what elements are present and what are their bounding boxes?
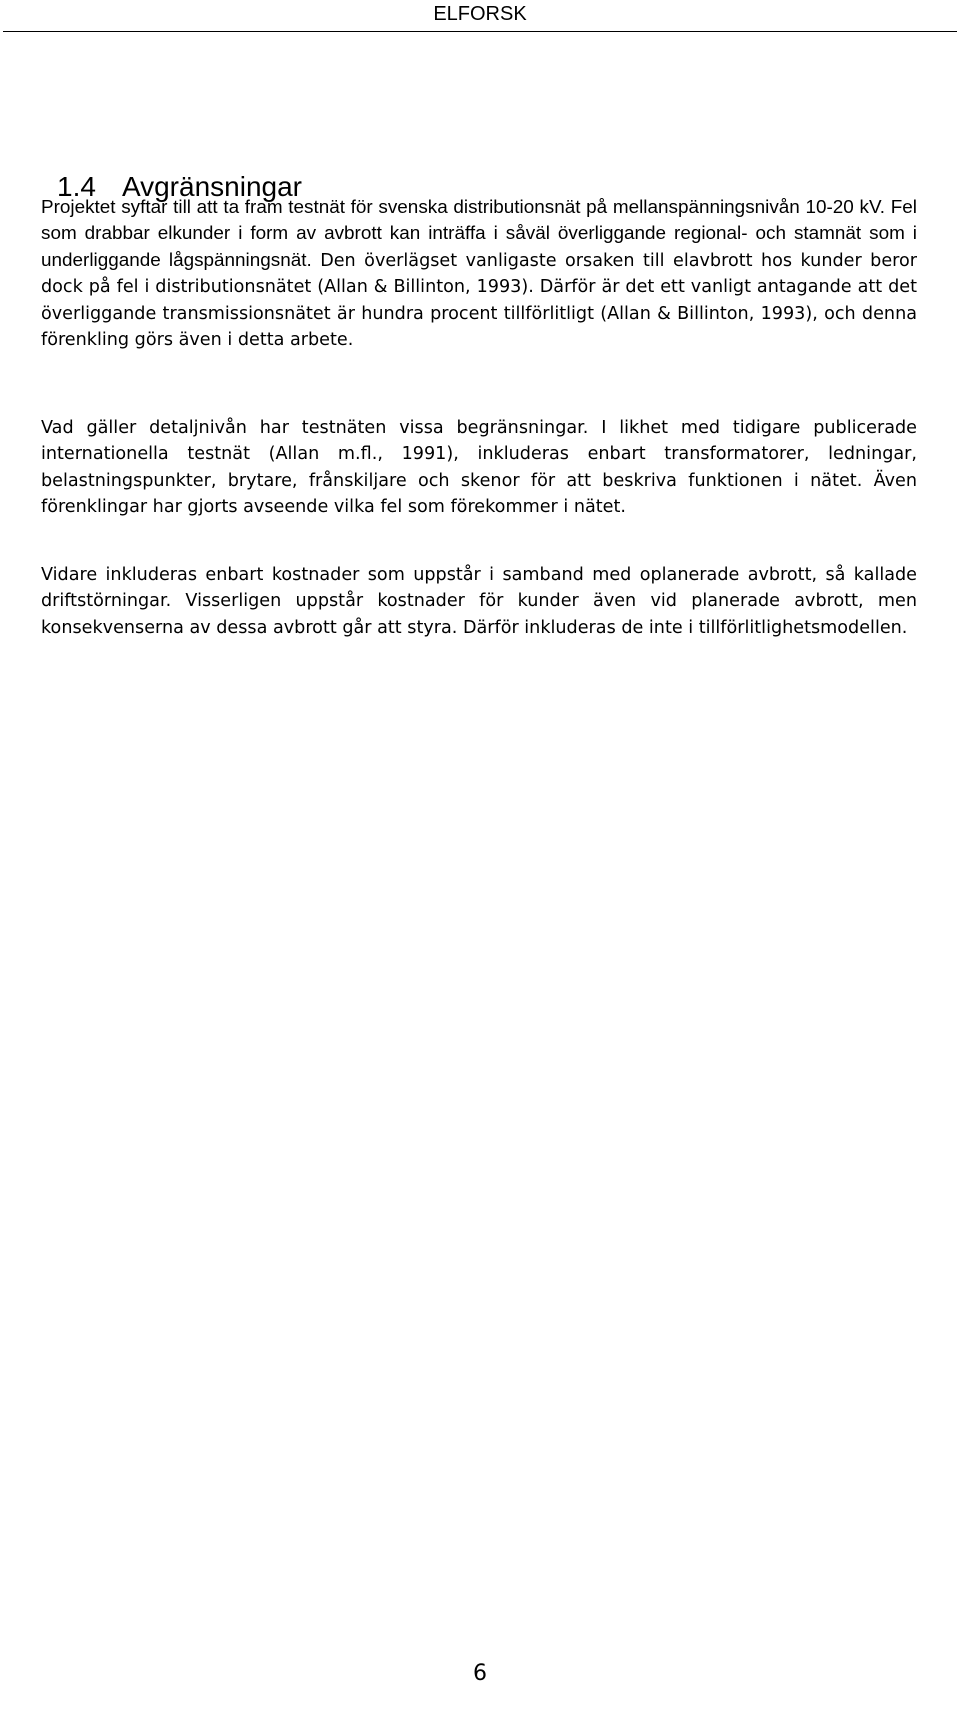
page-number: 6	[473, 1661, 487, 1686]
paragraph-3: Vidare inkluderas enbart kostnader som uppstår i samband med oplanerade avbrott, så kallade driftstörningar. Visserligen uppstår kostnader för kunder även vid planerade avbrott, men konsekvenserna av dessa avbrott går att styra. Därför inkluderas de inte i tillförlitlighetsmodellen.	[41, 565, 917, 638]
section-number: 1.4	[57, 171, 96, 202]
section-title: Avgränsningar	[121, 171, 302, 202]
page-header	[0, 0, 960, 34]
header-title: ELFORSK	[433, 3, 527, 25]
header-divider	[3, 31, 957, 32]
paragraph-1	[41, 195, 917, 353]
paragraph-1-part-b: Den överlägset vanligaste orsaken till elavbrott hos kunder beror dock på fel i distributionsnätet (Allan & Billinton, 1993). Därför är det ett vanligt antagande att det överliggande transmissionsnätet är hundra procent tillförlitligt (Allan & Billinton, 1993), och denna förenkling görs även i detta arbete.	[41, 250, 917, 351]
paragraph-1-part-a: Projektet syftar till att ta fram testnät för svenska distributionsnät på mellanspänningsnivån 10-20 kV. Fel som drabbar elkunder i form av avbrott kan inträffa i såväl överliggande regional- och stamnät som i underliggande lågspänningsnät.	[41, 197, 917, 271]
paragraph-2: Vad gäller detaljnivån har testnäten vissa begränsningar. I likhet med tidigare publicerade internationella testnät (Allan m.fl., 1991), inkluderas enbart transformatorer, ledningar, belastningspunkter, brytare, frånskiljare och skenor för att beskriva funktionen i nätet. Även förenklingar har gjorts avseende vilka fel som förekommer i nätet.	[41, 418, 917, 518]
